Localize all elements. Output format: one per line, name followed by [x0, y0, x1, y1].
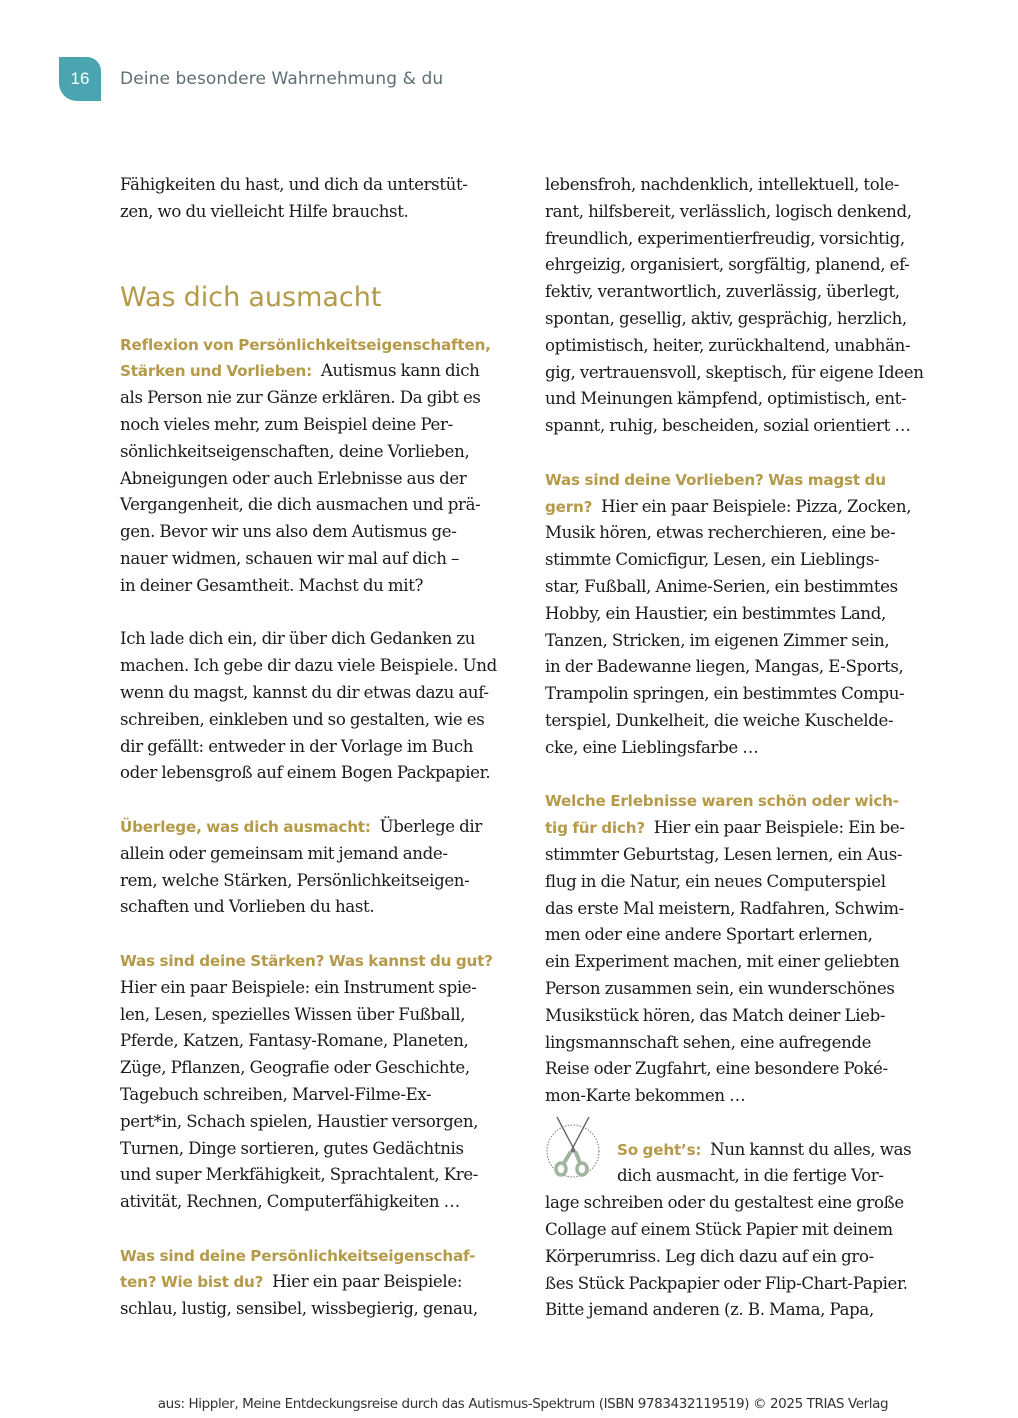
text-line: ßes Stück Packpapier oder Flip-Chart-Papier. [545, 1273, 908, 1293]
invitation-paragraph [120, 626, 510, 787]
section-heading: Was dich ausmacht [120, 281, 382, 313]
paragraph-lead: Was sind deine Persönlichkeitseigenschaf- [120, 1246, 476, 1265]
text-line: fektiv, verantwortlich, zuverlässig, überlegt, [545, 282, 900, 302]
text-line: schreiben, einkleben und so gestalten, wie es [120, 709, 485, 729]
chapter-title: Deine besondere Wahrnehmung & du [120, 69, 444, 89]
paragraph-lead: Was sind deine Stärken? Was kannst du gut? [120, 951, 493, 970]
running-header [59, 57, 443, 101]
citation-footer [0, 1396, 1018, 1412]
text-line: pert*in, Schach spielen, Haustier versorgen, [120, 1111, 479, 1131]
text-line: lage schreiben oder du gestaltest eine große [545, 1193, 904, 1213]
text-line: als Person nie zur Gänze erklären. Da gibt es [120, 388, 481, 408]
text-line: zen, wo du vielleicht Hilfe brauchst. [120, 201, 409, 221]
text-line: in der Badewanne liegen, Mangas, E-Sports, [545, 657, 904, 677]
text-line: schaften und Vorlieben du hast. [120, 897, 375, 917]
text-line: Hier ein paar Beispiele: ein Instrument spie- [120, 977, 477, 997]
text-line: Reise oder Zugfahrt, eine besondere Poké- [545, 1059, 888, 1079]
text-line: schlau, lustig, sensibel, wissbegierig, genau, [120, 1299, 478, 1319]
paragraph-lead: So geht’s: [617, 1140, 702, 1159]
text-line: Hier ein paar Beispiele: Pizza, Zocken, [601, 496, 912, 516]
text-line: Fähigkeiten du hast, und dich da unterstüt- [120, 175, 468, 194]
staerken-paragraph [120, 948, 510, 1216]
text-line: star, Fußball, Anime-Serien, ein bestimmtes [545, 576, 898, 596]
paragraph-lead: Was sind deine Vorlieben? Was magst du [545, 470, 886, 489]
erlebnisse-paragraph [545, 788, 935, 1110]
ueberlege-paragraph [120, 814, 510, 921]
persoenlichkeit-paragraph [120, 1243, 510, 1323]
text-line: Überlege dir [379, 816, 482, 836]
reflexion-paragraph [120, 332, 510, 600]
paragraph-lead: gern? [545, 497, 593, 516]
traits-paragraph [545, 172, 935, 440]
text-line: Hier ein paar Beispiele: [272, 1272, 463, 1292]
text-line: und Meinungen kämpfend, optimistisch, ent- [545, 389, 907, 409]
text-line: dich ausmacht, in die fertige Vor- [617, 1166, 884, 1186]
page-number-badge [59, 57, 101, 101]
text-line: men oder eine andere Sportart erlernen, [545, 925, 873, 945]
paragraph-lead: Welche Erlebnisse waren schön oder wich- [545, 792, 899, 811]
text-line: Nun kannst du alles, was [710, 1139, 912, 1159]
text-line: in deiner Gesamtheit. Machst du mit? [120, 575, 424, 595]
text-line: lebensfroh, nachdenklich, intellektuell, tole- [545, 175, 900, 194]
page-number: 16 [70, 69, 90, 88]
scissors-icon [545, 1115, 601, 1179]
left-column [120, 172, 510, 1323]
text-line: Pferde, Katzen, Fantasy-Romane, Planeten, [120, 1031, 469, 1051]
text-line: ein Experiment machen, mit einer geliebten [545, 952, 900, 972]
paragraph-lead: Reflexion von Persönlichkeitseigenschaften, [120, 335, 491, 354]
intro-paragraph [120, 172, 510, 226]
text-line: Tanzen, Stricken, im eigenen Zimmer sein, [545, 630, 890, 650]
text-line: rant, hilfsbereit, verlässlich, logisch denkend, [545, 201, 912, 221]
text-line: oder lebensgroß auf einem Bogen Packpapier. [120, 763, 491, 783]
text-line: flug in die Natur, ein neues Computerspiel [545, 871, 886, 891]
paragraph-lead: tig für dich? [545, 819, 645, 838]
text-line: Autismus kann dich [320, 361, 480, 381]
paragraph-lead: ten? Wie bist du? [120, 1273, 264, 1292]
text-line: Person zusammen sein, ein wunderschönes [545, 978, 895, 998]
paragraph-lead: Stärken und Vorlieben: [120, 362, 313, 381]
text-line: Musik hören, etwas recherchieren, eine be- [545, 523, 896, 543]
right-column [545, 172, 935, 1324]
text-line: stimmte Comicfigur, Lesen, ein Lieblings- [545, 550, 880, 570]
citation-text: aus: Hippler, Meine Entdeckungsreise durch das Autismus-Spektrum (ISBN 9783432119519) © 2025 TRIAS Verlag [157, 1396, 889, 1412]
so-gehts-paragraph [545, 1137, 935, 1325]
text-line: gig, vertrauensvoll, skeptisch, für eigene Ideen [545, 362, 924, 382]
text-line: ativität, Rechnen, Computerfähigkeiten … [120, 1192, 460, 1212]
text-line: Bitte jemand anderen (z. B. Mama, Papa, [545, 1300, 874, 1320]
text-line: Ich lade dich ein, dir über dich Gedanken zu [120, 629, 476, 649]
text-line: wenn du magst, kannst du dir etwas dazu auf- [120, 682, 489, 702]
text-line: Musikstück hören, das Match deiner Lieb- [545, 1005, 886, 1025]
text-line: ehrgeizig, organisiert, sorgfältig, planend, ef- [545, 255, 910, 275]
text-line: sönlichkeitseigenschaften, deine Vorlieben, [120, 441, 470, 461]
text-line: nauer widmen, schauen wir mal auf dich – [120, 548, 459, 568]
text-line: lingsmannschaft sehen, eine aufregende [545, 1032, 872, 1052]
text-line: Hier ein paar Beispiele: Ein be- [653, 818, 905, 838]
paragraph-lead: Überlege, was dich ausmacht: [120, 817, 371, 836]
text-line: dir gefällt: entweder in der Vorlage im Buch [120, 736, 474, 756]
text-line: Hobby, ein Haustier, ein bestimmtes Land, [545, 603, 886, 623]
text-line: noch vieles mehr, zum Beispiel deine Per- [120, 414, 453, 434]
text-line: Abneigungen oder auch Erlebnisse aus der [120, 468, 467, 488]
text-line: mon-Karte bekommen … [545, 1086, 746, 1106]
text-line: spontan, gesellig, aktiv, gesprächig, herzlich, [545, 308, 907, 328]
text-line: Körperumriss. Leg dich dazu auf ein gro- [545, 1246, 874, 1266]
text-line: spannt, ruhig, bescheiden, sozial orientiert … [545, 416, 911, 436]
text-line: Turnen, Dinge sortieren, gutes Gedächtnis [120, 1138, 464, 1158]
text-line: allein oder gemeinsam mit jemand ande- [120, 843, 448, 863]
text-line: Trampolin springen, ein bestimmtes Compu- [545, 684, 905, 704]
text-line: und super Merkfähigkeit, Sprachtalent, Kre- [120, 1165, 479, 1185]
text-line: cke, eine Lieblingsfarbe … [545, 737, 759, 757]
text-line: gen. Bevor wir uns also dem Autismus ge- [120, 522, 457, 542]
text-line: stimmter Geburtstag, Lesen lernen, ein Aus- [545, 844, 903, 864]
text-line: das erste Mal meistern, Radfahren, Schwim- [545, 898, 904, 918]
text-line: Collage auf einem Stück Papier mit deinem [545, 1220, 893, 1240]
text-line: rem, welche Stärken, Persönlichkeitseigen- [120, 870, 470, 890]
text-line: Vergangenheit, die dich ausmachen und prä- [120, 495, 481, 515]
text-line: Züge, Pflanzen, Geografie oder Geschichte, [120, 1058, 470, 1078]
text-line: optimistisch, heiter, zurückhaltend, unabhän- [545, 335, 911, 355]
text-line: machen. Ich gebe dir dazu viele Beispiele. Und [120, 656, 497, 676]
text-line: freundlich, experimentierfreudig, vorsichtig, [545, 228, 905, 248]
text-line: len, Lesen, spezielles Wissen über Fußball, [120, 1004, 466, 1024]
text-line: terspiel, Dunkelheit, die weiche Kuschelde- [545, 710, 894, 730]
vorlieben-paragraph [545, 467, 935, 762]
text-line: Tagebuch schreiben, Marvel-Filme-Ex- [120, 1084, 432, 1104]
